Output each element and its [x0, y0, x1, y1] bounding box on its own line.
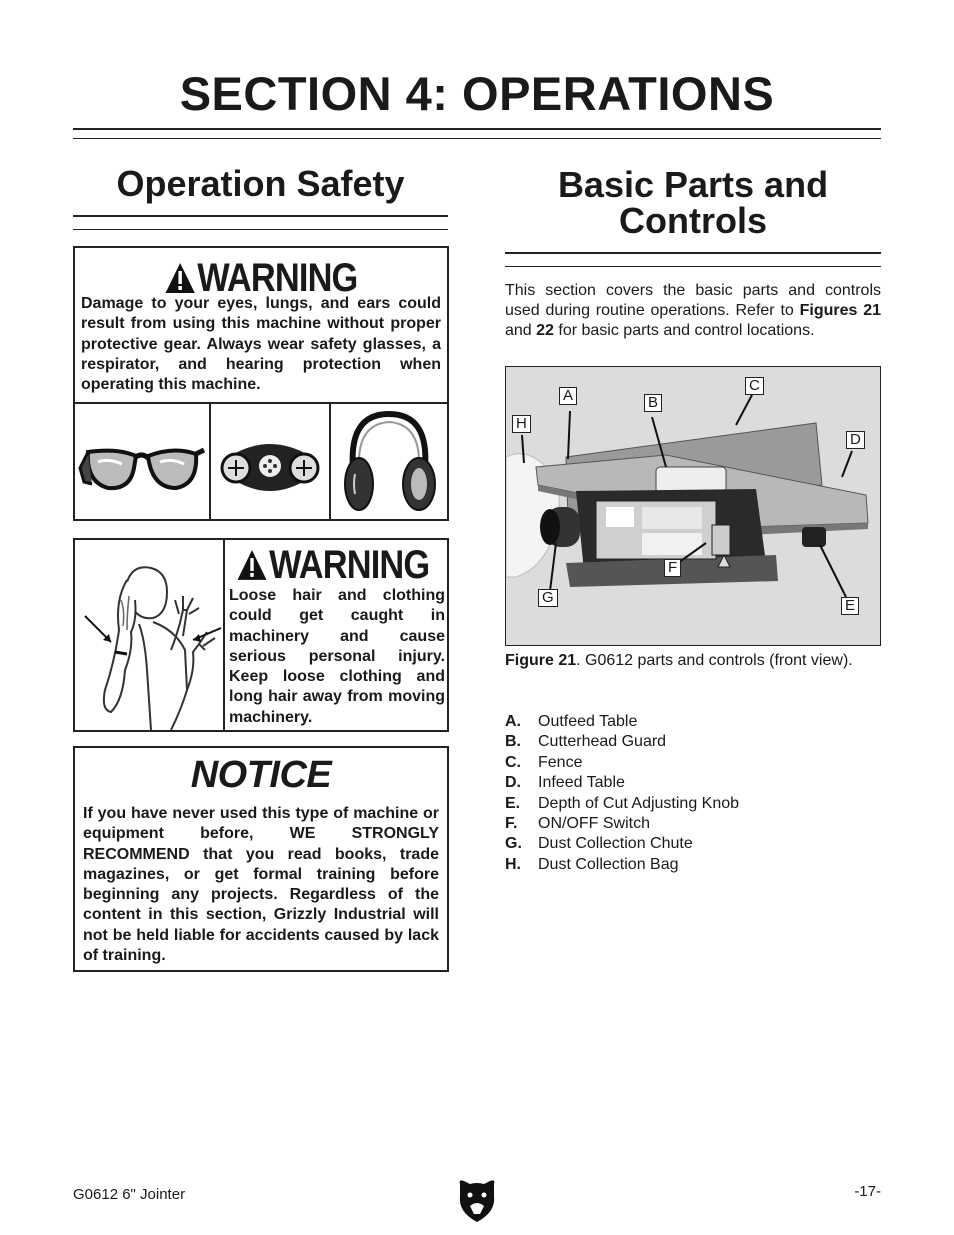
- intro-text-2: and: [505, 322, 537, 339]
- title-rule-top: [73, 128, 881, 130]
- figure-label-c: C: [745, 377, 764, 395]
- person-long-hair-icon: [75, 540, 225, 730]
- list-item: [505, 834, 881, 854]
- right-heading-rule-bottom: [505, 266, 881, 267]
- warning-title-text: WARNING: [269, 542, 430, 587]
- warning-title-text: WARNING: [197, 255, 358, 300]
- list-item: [505, 753, 881, 773]
- warning-title: [101, 254, 421, 302]
- warning-clothing-text: Loose hair and clothing could get caught in machinery and cause serious personal injury. Keep loose clothing and long hair away from moving machinery.: [229, 587, 445, 726]
- warning-box-protective-gear: [73, 246, 449, 521]
- intro-text-3: for basic parts and control locations.: [553, 322, 815, 339]
- part-name: Dust Collection Bag: [538, 855, 679, 873]
- basic-parts-heading-line2: Controls: [619, 200, 767, 241]
- safety-glasses-icon: [78, 422, 206, 502]
- part-letter: G.: [505, 835, 522, 853]
- list-item: [505, 794, 881, 814]
- parts-list: [505, 712, 881, 875]
- list-item: [505, 732, 881, 752]
- notice-title: NOTICE: [190, 754, 332, 796]
- figure-caption-number: Figure 21: [505, 652, 577, 669]
- left-heading-rule-bottom: [73, 229, 448, 230]
- notice-text: If you have never used this type of machine or equipment before, WE STRONGLY RECOMMEND that you read books, trade magazines, or get formal training before beginning any projects. Regardless of the content in this section, Grizzly Industrial will not be held liable for accidents caused by lack of training.: [83, 805, 439, 965]
- part-letter: D.: [505, 774, 521, 792]
- figure-21-photo: [505, 366, 881, 646]
- basic-parts-heading-line1: Basic Parts and: [557, 164, 829, 205]
- figure-label-h: H: [512, 415, 531, 433]
- intro-text-1: This section covers the basic parts and controls used during routine operations. Refer to: [505, 282, 881, 319]
- protective-gear-images: [75, 402, 447, 519]
- part-name: Fence: [538, 753, 583, 771]
- part-name: Outfeed Table: [538, 713, 638, 730]
- safety-glasses-image: [75, 404, 211, 519]
- figure-21-caption: [505, 651, 885, 671]
- warning-triangle-icon: [165, 261, 196, 295]
- operation-safety-heading: Operation Safety: [116, 163, 405, 204]
- part-letter: C.: [505, 753, 521, 771]
- part-name: Dust Collection Chute: [538, 835, 693, 853]
- respirator-image: [211, 404, 331, 519]
- part-name: Depth of Cut Adjusting Knob: [538, 794, 740, 812]
- part-name: Infeed Table: [538, 774, 625, 792]
- part-letter: A.: [505, 713, 521, 730]
- footer-page-number: -17-: [854, 1183, 881, 1200]
- figure-label-e: E: [841, 597, 859, 615]
- figure-caption-text: . G0612 parts and controls (front view).: [576, 652, 853, 669]
- intro-paragraph: [505, 281, 881, 341]
- footer-model: G0612 6" Jointer: [73, 1186, 186, 1203]
- warning-triangle-icon: [237, 548, 268, 582]
- list-item: [505, 855, 881, 875]
- part-letter: B.: [505, 733, 521, 751]
- intro-figure-22: 22: [536, 322, 554, 339]
- respirator-icon: [214, 422, 326, 502]
- part-name: ON/OFF Switch: [538, 815, 651, 833]
- jointer-machine-illustration: [506, 367, 881, 646]
- bear-logo-icon: [456, 1178, 498, 1229]
- intro-figures-21: Figures 21: [799, 302, 882, 319]
- figure-label-b: B: [644, 394, 662, 412]
- part-letter: E.: [505, 794, 521, 812]
- warning-title: [237, 542, 430, 588]
- list-item: [505, 814, 881, 834]
- ear-muffs-image: [331, 404, 447, 519]
- part-letter: H.: [505, 855, 521, 873]
- list-item: [505, 773, 881, 793]
- figure-label-f: F: [664, 559, 681, 577]
- left-heading-rule-top: [73, 215, 448, 217]
- warning-box-loose-clothing: [73, 538, 449, 732]
- right-heading-rule-top: [505, 252, 881, 254]
- figure-label-g: G: [538, 589, 558, 607]
- figure-label-d: D: [846, 431, 865, 449]
- part-letter: F.: [505, 815, 518, 833]
- section-title: SECTION 4: OPERATIONS: [179, 67, 775, 120]
- notice-box: [73, 746, 449, 972]
- ear-muffs-icon: [339, 408, 439, 516]
- long-hair-illustration: [75, 540, 225, 730]
- list-item: [505, 712, 881, 732]
- basic-parts-heading: [505, 164, 881, 241]
- figure-label-a: A: [559, 387, 577, 405]
- title-rule-bottom: [73, 138, 881, 139]
- warning-gear-text: Damage to your eyes, lungs, and ears could result from using this machine without proper protective gear. Always wear safety glasses, a respirator, and hearing protection when operating this machine.: [81, 295, 441, 394]
- part-name: Cutterhead Guard: [538, 733, 667, 751]
